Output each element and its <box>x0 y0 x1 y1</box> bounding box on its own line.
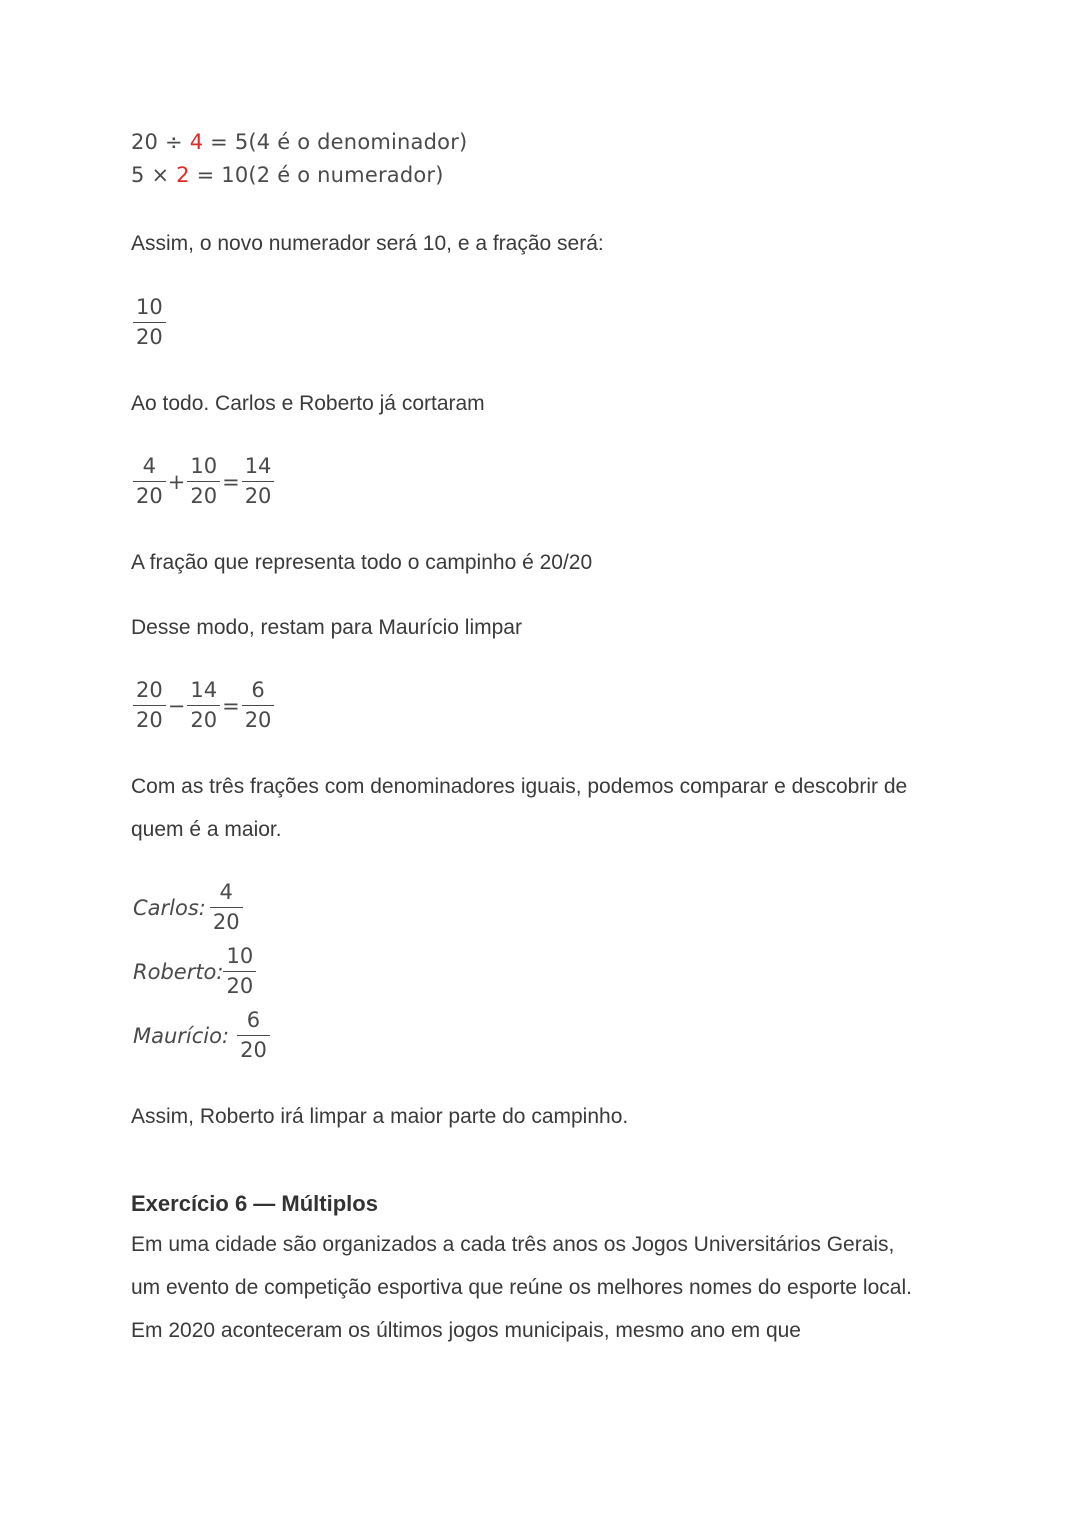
person-name: Maurício: <box>133 1023 230 1048</box>
equals-symbol: = <box>222 469 240 494</box>
exercise-6-heading: Exercício 6 — Múltiplos <box>131 1191 378 1216</box>
paragraph-remaining: Desse modo, restam para Maurício limpar <box>131 616 522 639</box>
paragraph-whole: A fração que representa todo o campinho é 20/20 <box>131 551 593 574</box>
fraction-result <box>133 293 166 352</box>
sum-equation <box>133 452 274 511</box>
calc-line-division <box>131 130 467 154</box>
highlighted-denominator: 4 <box>189 130 204 154</box>
person-fraction-carlos <box>133 878 243 937</box>
multiply-symbol: × <box>151 163 170 187</box>
calc-operand: 5 <box>131 163 145 187</box>
paragraph-new-numerator: Assim, o novo numerador será 10, e a fração será: <box>131 232 604 255</box>
fraction-carlos: $\frac{4}{20}$ <box>133 452 166 511</box>
equals-symbol: = <box>210 130 228 154</box>
fraction-mauricio: $\frac{6}{20}$ <box>242 676 275 735</box>
exercise-6-line-2: um evento de competição esportiva que reúne os melhores nomes do esporte local. <box>131 1276 912 1299</box>
equals-symbol: = <box>222 693 240 718</box>
person-name: Carlos: <box>133 895 206 920</box>
calc-result: 10 <box>221 163 249 187</box>
plus-symbol: + <box>167 469 186 494</box>
exercise-6-line-3: Em 2020 aconteceram os últimos jogos municipais, mesmo ano em que <box>131 1319 801 1342</box>
fraction: $\frac{6}{20}$ <box>237 1006 270 1065</box>
difference-equation <box>133 676 274 735</box>
fraction-sum: $\frac{14}{20}$ <box>242 452 275 511</box>
exercise-6-line-1: Em uma cidade são organizados a cada três anos os Jogos Universitários Gerais, <box>131 1233 895 1256</box>
paragraph-compare-line-2: quem é a maior. <box>131 818 282 841</box>
person-name: Roberto: <box>133 959 224 984</box>
highlighted-numerator: 2 <box>176 163 190 187</box>
fraction-whole: $\frac{20}{20}$ <box>133 676 166 735</box>
minus-symbol: − <box>167 693 186 718</box>
fraction: $\frac{10}{20}$ <box>223 942 256 1001</box>
paragraph-compare-line-1: Com as três frações com denominadores iguais, podemos comparar e descobrir de <box>131 775 908 798</box>
fraction-roberto: $\frac{10}{20}$ <box>187 452 220 511</box>
calc-result: 5 <box>234 130 249 154</box>
calc-line-multiplication <box>131 163 444 187</box>
divide-symbol: ÷ <box>165 130 183 154</box>
calc-operand: 20 <box>131 130 159 154</box>
paragraph-conclusion: Assim, Roberto irá limpar a maior parte do campinho. <box>131 1105 629 1128</box>
equals-symbol: = <box>196 163 215 187</box>
fraction-cut: $\frac{14}{20}$ <box>187 676 220 735</box>
fraction: $\frac{4}{20}$ <box>210 878 243 937</box>
person-fraction-roberto <box>133 942 256 1001</box>
paragraph-cut-total: Ao todo. Carlos e Roberto já cortaram <box>131 392 485 415</box>
calc-note: (4 é o denominador) <box>248 130 468 154</box>
calc-note: (2 é o numerador) <box>248 163 444 187</box>
person-fraction-mauricio <box>133 1006 270 1065</box>
fraction: $\frac{10}{20}$ <box>133 293 166 352</box>
